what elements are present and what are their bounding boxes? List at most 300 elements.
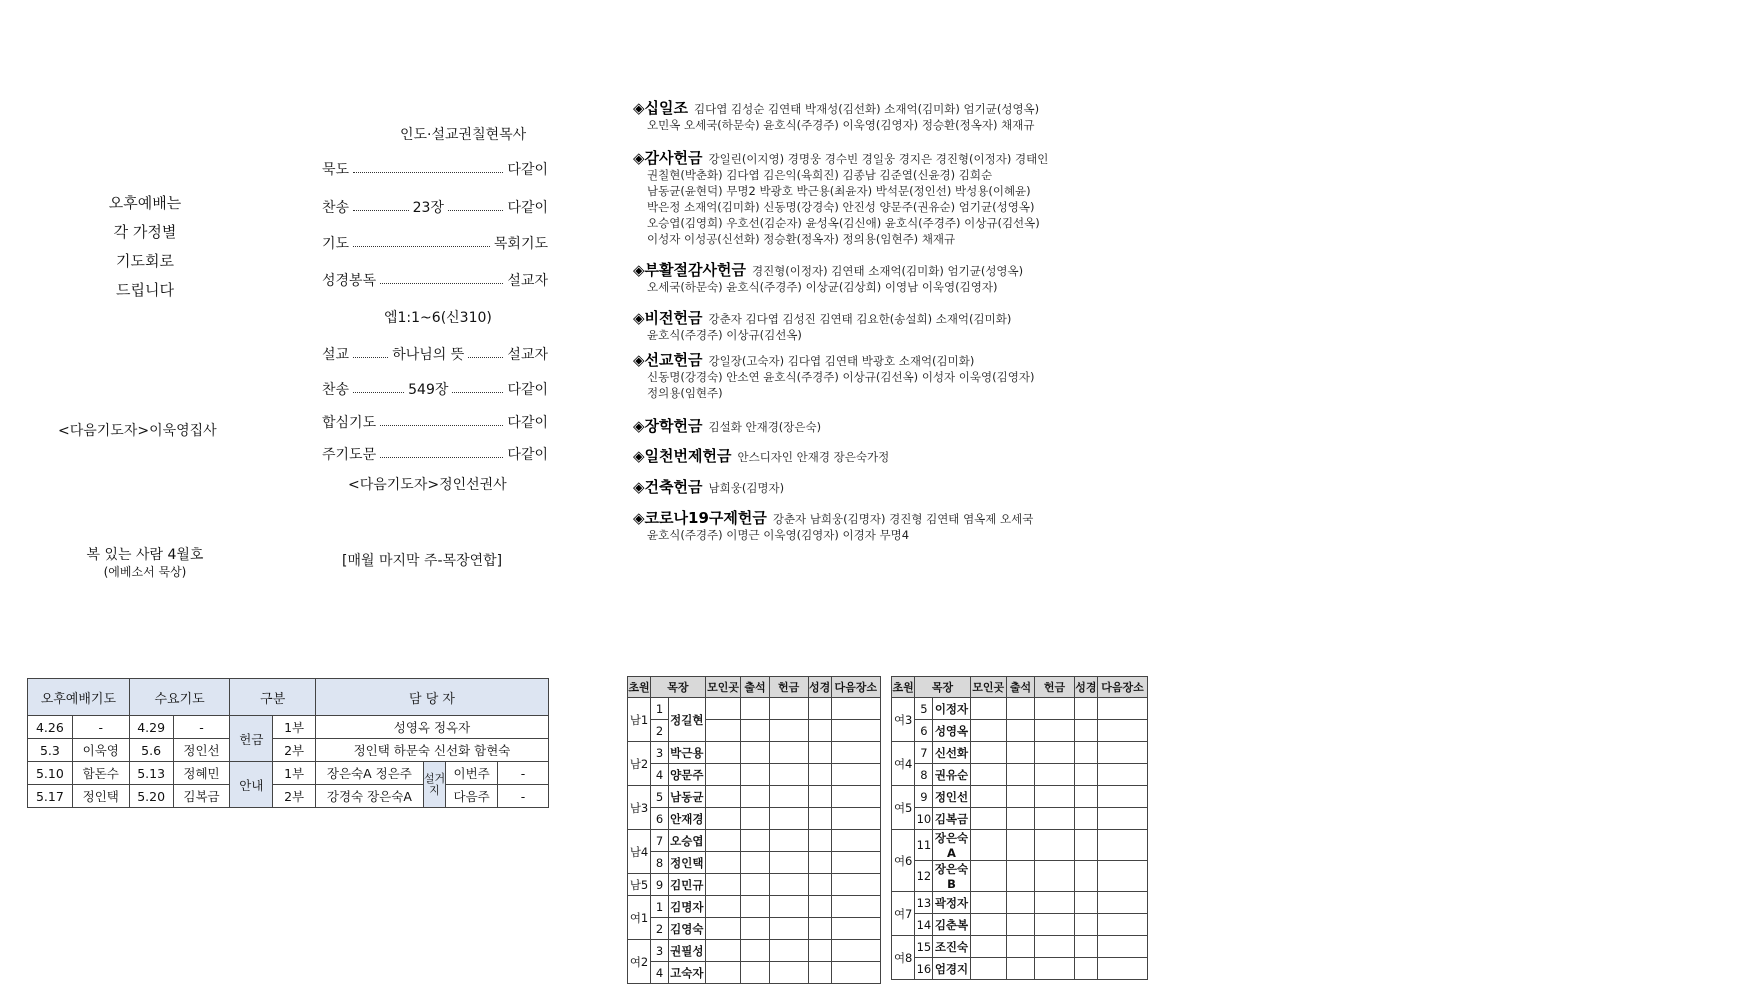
entry-cell[interactable] [1098,936,1148,958]
offering-thousand [633,448,1153,465]
offering-names: 박은정 소재억(김미화) 신동명(강경숙) 안진성 양문주(권유순) 엄기균(성영옥) [647,200,1035,214]
offering-building [633,479,1153,496]
leader-name: 엄경지 [933,958,970,980]
entry-cell[interactable] [705,720,741,742]
leader-name: 고숙자 [668,962,705,984]
col-header: 성경 [1074,677,1097,698]
col-header: 헌금 [769,677,808,698]
entry-cell[interactable] [769,764,808,786]
week-cell: 이번주 [446,762,498,785]
order-mid: 하나님의 뜻 [392,347,465,363]
entry-cell[interactable] [741,786,769,808]
entry-cell[interactable] [1098,830,1148,861]
entry-cell[interactable] [1006,861,1035,892]
number-cell: 5 [915,698,933,720]
leader-name: 권유순 [933,764,970,786]
entry-cell[interactable] [1074,958,1097,980]
order-label: 설교 [322,347,350,363]
entry-cell[interactable] [1035,808,1074,830]
name-cell: 함돈수 [72,762,129,785]
entry-cell[interactable] [1035,830,1074,861]
offering-scholarship [633,418,1153,435]
table-row [628,720,881,742]
entry-cell[interactable] [741,852,769,874]
leader-name: 정길현 [668,698,705,742]
entry-cell[interactable] [769,852,808,874]
book-subtitle: (에베소서 묵상) [103,565,187,579]
people-cell: 정인택 하문숙 신선화 함현숙 [315,739,548,762]
category-cell: 안내 [230,762,273,808]
group-cell: 남3 [628,786,651,830]
entry-cell[interactable] [1098,958,1148,980]
offering-title: ◈선교헌금 [633,351,703,369]
entry-cell[interactable] [808,852,831,874]
entry-cell[interactable] [705,852,741,874]
offering-names: 김다엽 김성순 김연태 박재성(김선화) 소재억(김미화) 엄기균(성영옥) [694,102,1040,116]
group-cell: 여2 [628,940,651,984]
order-label: 찬송 [322,382,350,398]
table-row [892,786,1148,808]
week-cell: 다음주 [446,785,498,808]
entry-cell[interactable] [1006,764,1035,786]
entry-cell[interactable] [808,940,831,962]
entry-cell[interactable] [1074,808,1097,830]
offering-names: 경진형(이정자) 김연태 소재억(김미화) 엄기균(성영옥) [751,264,1024,278]
number-cell: 8 [915,764,933,786]
entry-cell[interactable] [970,936,1006,958]
offering-corona [633,510,1153,543]
entry-cell[interactable] [705,918,741,940]
entry-cell[interactable] [970,786,1006,808]
number-cell: 2 [651,918,669,940]
col-header: 목장 [651,677,706,698]
leader-dots [353,172,503,173]
entry-cell[interactable] [1006,742,1035,764]
order-role: 설교자 [507,273,548,289]
group-cell: 남1 [628,698,651,742]
entry-cell[interactable] [769,720,808,742]
entry-cell[interactable] [1098,861,1148,892]
entry-cell[interactable] [970,720,1006,742]
entry-cell[interactable] [831,940,880,962]
entry-cell[interactable] [831,918,880,940]
entry-cell[interactable] [808,786,831,808]
col-header: 구분 [230,679,315,716]
entry-cell[interactable] [1098,808,1148,830]
entry-cell[interactable] [1074,892,1097,914]
entry-cell[interactable] [741,742,769,764]
offering-names: 김설화 안재경(장은숙) [708,420,822,434]
entry-cell[interactable] [1074,698,1097,720]
entry-cell[interactable] [831,742,880,764]
message-line: 기도회로 [116,252,174,270]
order-row [322,412,548,432]
entry-cell[interactable] [705,830,741,852]
date-cell: 4.26 [28,716,73,739]
table-row [892,892,1148,914]
entry-cell[interactable] [808,764,831,786]
order-role: 다같이 [507,415,548,431]
entry-cell[interactable] [1074,936,1097,958]
order-row [322,444,548,464]
entry-cell[interactable] [970,808,1006,830]
entry-cell[interactable] [741,720,769,742]
next-prayer-right: <다음기도자>정인선권사 [348,477,507,493]
entry-cell[interactable] [705,808,741,830]
order-label: 합심기도 [322,415,377,431]
number-cell: 11 [915,830,933,861]
entry-cell[interactable] [1074,861,1097,892]
leader-name: 정인택 [668,852,705,874]
entry-cell[interactable] [831,720,880,742]
entry-cell[interactable] [1074,914,1097,936]
entry-cell[interactable] [831,786,880,808]
entry-cell[interactable] [808,918,831,940]
name-cell: 정인선 [173,739,230,762]
offering-names: 남희웅(김명자) [708,481,785,495]
offering-title: ◈건축헌금 [633,478,703,496]
table-row [28,762,549,785]
entry-cell[interactable] [1006,698,1035,720]
entry-cell[interactable] [769,896,808,918]
entry-cell[interactable] [705,962,741,984]
entry-cell[interactable] [741,874,769,896]
group-cell: 여4 [892,742,915,786]
table-row [892,861,1148,892]
order-role: 목회기도 [493,236,548,252]
scripture-ref: 엡1:1~6(신310) [384,310,492,326]
leader-name: 이정자 [933,698,970,720]
table-row [628,830,881,852]
entry-cell[interactable] [769,808,808,830]
leader-name: 곽정자 [933,892,970,914]
table-row [628,852,881,874]
entry-cell[interactable] [970,892,1006,914]
number-cell: 14 [915,914,933,936]
entry-cell[interactable] [1006,936,1035,958]
group-cell: 남2 [628,742,651,786]
group-cell: 여5 [892,786,915,830]
col-header: 초원 [628,677,651,698]
table-row [628,786,881,808]
number-cell: 1 [651,896,669,918]
entry-cell[interactable] [831,764,880,786]
offering-vision [633,310,1153,343]
col-header: 출석 [741,677,769,698]
order-row [322,159,548,179]
message-line: 드립니다 [116,281,174,299]
order-role: 다같이 [507,447,548,463]
entry-cell[interactable] [831,962,880,984]
people-cell: 성영옥 정옥자 [315,716,548,739]
attendance-table-women [891,676,1148,980]
entry-cell[interactable] [970,830,1006,861]
entry-cell[interactable] [1035,720,1074,742]
group-cell: 여3 [892,698,915,742]
leader-dots [380,425,503,426]
order-row [322,197,548,217]
entry-cell[interactable] [1098,698,1148,720]
order-label: 기도 [322,236,350,252]
table-row [628,698,881,720]
entry-cell[interactable] [741,896,769,918]
part-cell: 1부 [273,716,316,739]
entry-cell[interactable] [1074,764,1097,786]
number-cell: 16 [915,958,933,980]
number-cell: 1 [651,698,669,720]
offering-title: ◈십일조 [633,99,689,117]
week-value: - [498,785,549,808]
offering-names: 강일장(고숙자) 김다엽 김연태 박광호 소재억(김미화) [708,354,975,368]
entry-cell[interactable] [970,958,1006,980]
order-label: 묵도 [322,162,350,178]
leader-dots [448,210,504,211]
entry-cell[interactable] [741,830,769,852]
leader-name: 김명자 [668,896,705,918]
number-cell: 9 [651,874,669,896]
entry-cell[interactable] [741,918,769,940]
table-row [892,764,1148,786]
entry-cell[interactable] [970,914,1006,936]
entry-cell[interactable] [970,698,1006,720]
leader-name: 성영옥 [933,720,970,742]
entry-cell[interactable] [1074,830,1097,861]
leader-name: 장은숙A [934,831,969,860]
entry-cell[interactable] [1074,786,1097,808]
people-cell: 장은숙A 정은주 [315,762,423,785]
entry-cell[interactable] [831,896,880,918]
group-cell: 남4 [628,830,651,874]
order-row [322,270,548,290]
week-value: - [498,762,549,785]
entry-cell[interactable] [741,764,769,786]
offering-title: ◈감사헌금 [633,149,703,167]
number-cell: 10 [915,808,933,830]
entry-cell[interactable] [808,742,831,764]
order-role: 다같이 [507,162,548,178]
entry-cell[interactable] [1035,764,1074,786]
part-cell: 1부 [273,762,316,785]
entry-cell[interactable] [1098,914,1148,936]
col-header: 담 당 자 [315,679,548,716]
entry-cell[interactable] [769,786,808,808]
entry-cell[interactable] [1035,892,1074,914]
entry-cell[interactable] [1035,861,1074,892]
table-row [28,785,549,808]
entry-cell[interactable] [970,742,1006,764]
number-cell: 4 [651,962,669,984]
offering-easter [633,262,1153,295]
entry-cell[interactable] [970,861,1006,892]
entry-cell[interactable] [1098,786,1148,808]
entry-cell[interactable] [808,962,831,984]
col-header: 오후예배기도 [28,679,130,716]
entry-cell[interactable] [1006,808,1035,830]
table-row [892,808,1148,830]
offering-tithe [633,100,1153,133]
offering-names: 윤호식(주경주) 이상규(김선옥) [647,328,802,342]
entry-cell[interactable] [1035,698,1074,720]
entry-cell[interactable] [1074,720,1097,742]
leader-name: 권필성 [668,940,705,962]
offering-title: ◈코로나19구제헌금 [633,509,767,527]
entry-cell[interactable] [1098,742,1148,764]
dishwash-label: 설거지 [423,762,445,808]
entry-cell[interactable] [705,940,741,962]
people-cell: 강경숙 장은숙A [315,785,423,808]
table-row [628,808,881,830]
order-row [322,379,548,399]
entry-cell[interactable] [831,874,880,896]
order-role: 설교자 [507,347,548,363]
table-row [892,936,1148,958]
offering-mission [633,352,1153,401]
table-row [628,962,881,984]
offering-names: 오세국(하문숙) 윤호식(주경주) 이상균(김상희) 이영남 이욱영(김영자) [647,280,998,294]
entry-cell[interactable] [769,874,808,896]
offering-names: 정의용(임현주) [647,386,723,400]
offering-names: 오승엽(김영희) 우호선(김순자) 윤성옥(김신애) 윤호식(주경주) 이상규(김선옥) [647,216,1040,230]
leader-name: 조진숙 [933,936,970,958]
entry-cell[interactable] [705,742,741,764]
header-row [892,677,1148,698]
name-cell: 정혜민 [173,762,230,785]
message-line: 오후예배는 [108,194,182,212]
part-cell: 2부 [273,785,316,808]
entry-cell[interactable] [1035,914,1074,936]
group-cell: 여1 [628,896,651,940]
col-header: 목장 [915,677,970,698]
leader-name: 안재경 [668,808,705,830]
leader-dots [353,210,409,211]
entry-cell[interactable] [769,742,808,764]
entry-cell[interactable] [1098,764,1148,786]
entry-cell[interactable] [769,918,808,940]
entry-cell[interactable] [1006,892,1035,914]
number-cell: 7 [651,830,669,852]
entry-cell[interactable] [808,874,831,896]
offering-thanks [633,150,1153,247]
order-label: 찬송 [322,200,350,216]
entry-cell[interactable] [1035,742,1074,764]
date-cell: 5.3 [28,739,73,762]
entry-cell[interactable] [705,874,741,896]
leader-name: 양문주 [668,764,705,786]
group-cell: 남5 [628,874,651,896]
col-header: 모인곳 [705,677,741,698]
entry-cell[interactable] [831,808,880,830]
entry-cell[interactable] [970,764,1006,786]
entry-cell[interactable] [808,830,831,852]
entry-cell[interactable] [1098,720,1148,742]
name-cell: 이욱영 [72,739,129,762]
col-header: 출석 [1006,677,1035,698]
number-cell: 8 [651,852,669,874]
entry-cell[interactable] [831,830,880,852]
leader-name: 김복금 [933,808,970,830]
category-cell: 헌금 [230,716,273,762]
entry-cell[interactable] [1074,742,1097,764]
entry-cell[interactable] [1006,830,1035,861]
number-cell: 4 [651,764,669,786]
entry-cell[interactable] [769,698,808,720]
leader-dots [452,392,503,393]
entry-cell[interactable] [741,808,769,830]
number-cell: 15 [915,936,933,958]
entry-cell[interactable] [741,698,769,720]
duty-table [27,678,549,808]
entry-cell[interactable] [1006,914,1035,936]
table-row [892,698,1148,720]
table-row [892,830,1148,861]
entry-cell[interactable] [1006,958,1035,980]
entry-cell[interactable] [705,786,741,808]
leader-name: 장은숙B [934,862,969,891]
leader-dots [353,357,388,358]
entry-cell[interactable] [705,698,741,720]
entry-cell[interactable] [808,808,831,830]
entry-cell[interactable] [831,852,880,874]
entry-cell[interactable] [741,940,769,962]
offering-names: 윤호식(주경주) 이명근 이욱영(김영자) 이경자 무명4 [647,528,910,542]
leader-name: 김민규 [668,874,705,896]
part-cell: 2부 [273,739,316,762]
entry-cell[interactable] [1006,720,1035,742]
entry-cell[interactable] [808,720,831,742]
offering-names: 강일린(이지영) 경명웅 경수빈 경일웅 경지은 경진형(이정자) 경태인 [708,152,1049,166]
entry-cell[interactable] [769,830,808,852]
leader-dots [380,283,503,284]
order-row [322,233,548,253]
entry-cell[interactable] [1006,786,1035,808]
entry-cell[interactable] [741,962,769,984]
col-header: 모인곳 [970,677,1006,698]
entry-cell[interactable] [705,896,741,918]
number-cell: 5 [651,786,669,808]
group-cell: 여6 [892,830,915,892]
entry-cell[interactable] [1098,892,1148,914]
entry-cell[interactable] [808,698,831,720]
number-cell: 12 [915,861,933,892]
entry-cell[interactable] [769,940,808,962]
name-cell: - [173,716,230,739]
next-prayer-left: <다음기도자>이욱영집사 [58,423,217,439]
message-line: 각 가정별 [113,223,177,241]
entry-cell[interactable] [1035,786,1074,808]
monthly-note: [매월 마지막 주-목장연합] [342,553,503,569]
entry-cell[interactable] [769,962,808,984]
number-cell: 6 [651,808,669,830]
order-role: 다같이 [507,200,549,216]
entry-cell[interactable] [808,896,831,918]
entry-cell[interactable] [1035,936,1074,958]
worship-leader: 인도·설교권칠현목사 [400,127,527,143]
offering-names: 신동명(강경숙) 안소연 윤호식(주경주) 이상규(김선옥) 이성자 이욱영(김영자) [647,370,1035,384]
leader-name: 신선화 [933,742,970,764]
date-cell: 5.10 [28,762,73,785]
offering-title: ◈장학헌금 [633,417,703,435]
entry-cell[interactable] [705,764,741,786]
table-row [892,914,1148,936]
table-row [892,720,1148,742]
order-mid: 549장 [408,382,449,398]
offering-names: 안스디자인 안재경 장은숙가정 [737,450,890,464]
date-cell: 5.13 [129,762,173,785]
entry-cell[interactable] [831,698,880,720]
prayer-message [80,189,210,305]
entry-cell[interactable] [1035,958,1074,980]
leader-dots [353,246,490,247]
